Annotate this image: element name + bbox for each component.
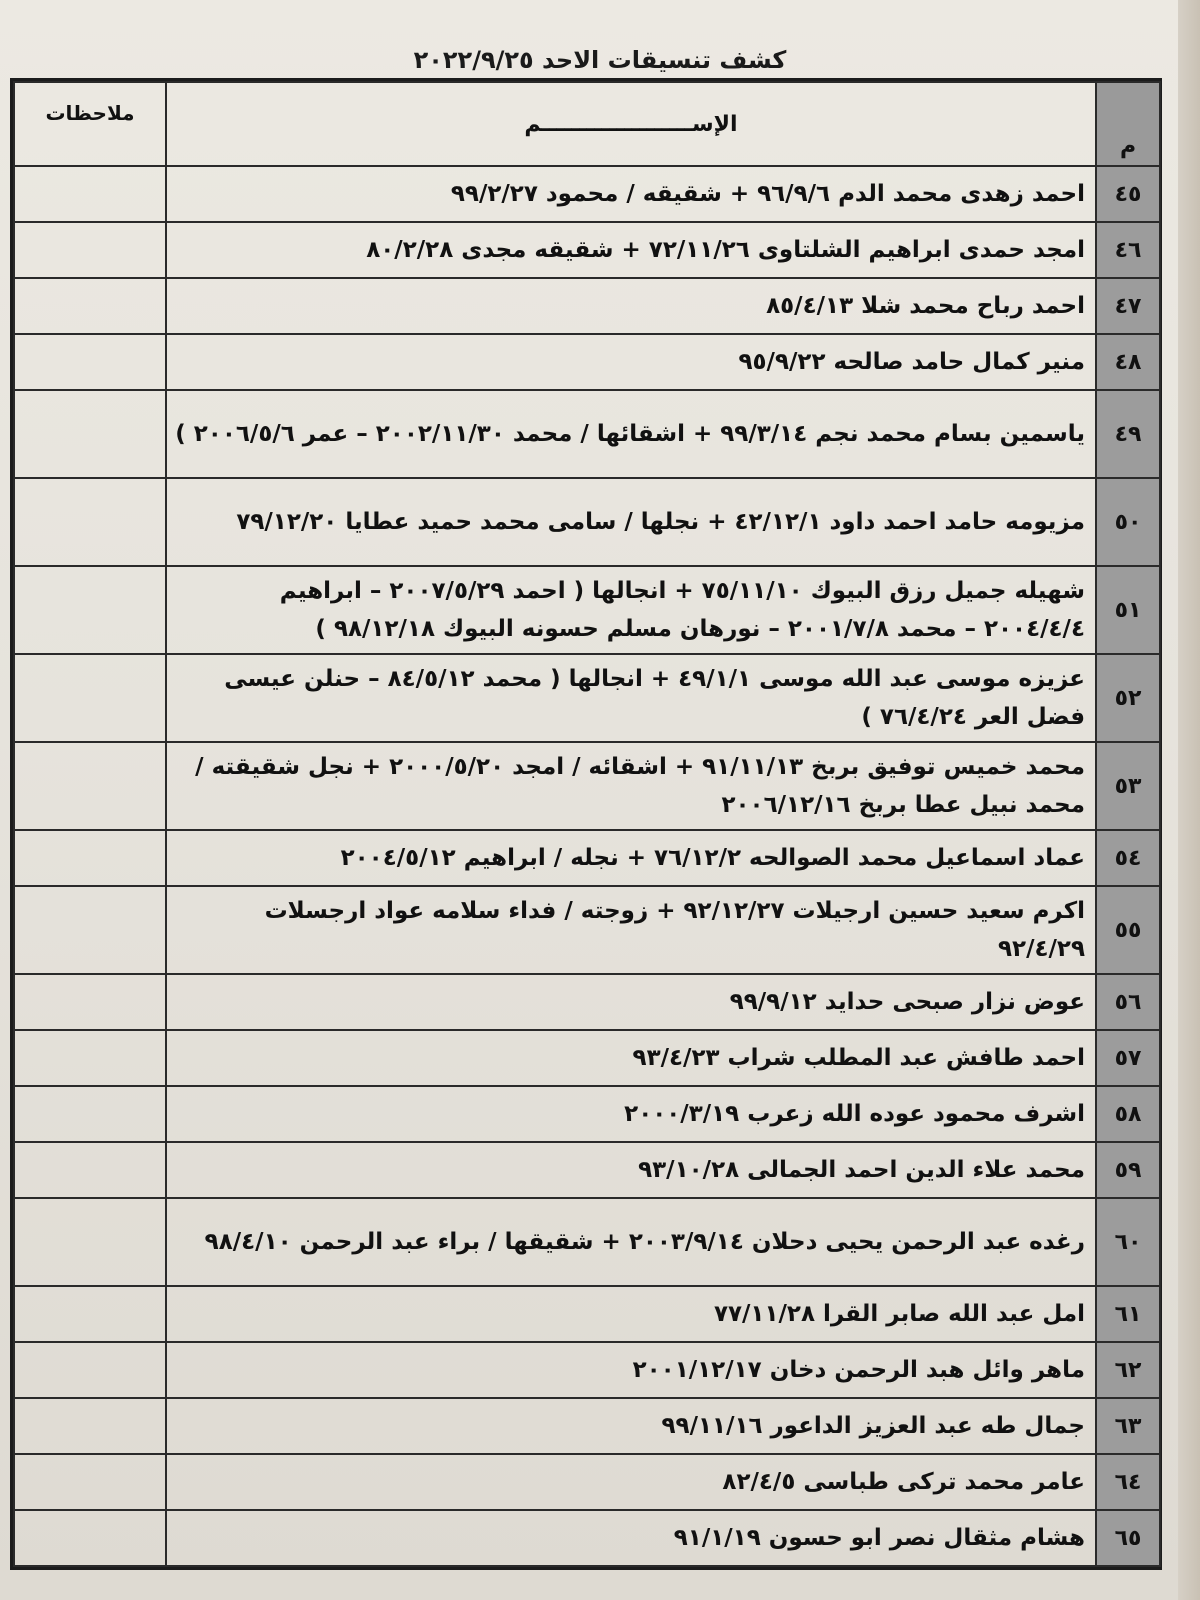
row-name: محمد علاء الدين احمد الجمالى ٩٣/١٠/٢٨: [166, 1142, 1096, 1198]
row-notes: [14, 1398, 166, 1454]
row-name: رغده عبد الرحمن يحيى دحلان ٢٠٠٣/٩/١٤ + شقيقها / براء عبد الرحمن ٩٨/٤/١٠: [166, 1198, 1096, 1286]
row-name: اشرف محمود عوده الله زعرب ٢٠٠٠/٣/١٩: [166, 1086, 1096, 1142]
row-name: منير كمال حامد صالحه ٩٥/٩/٢٢: [166, 334, 1096, 390]
table-row: [14, 478, 1160, 566]
table-row: [14, 334, 1160, 390]
row-name: محمد خميس توفيق بربخ ٩١/١١/١٣ + اشقائه / امجد ٢٠٠٠/٥/٢٠ + نجل شقيقته / محمد نبيل عطا بربخ ٢٠٠٦/١٢/١٦: [166, 742, 1096, 830]
table-row: [14, 1198, 1160, 1286]
row-notes: [14, 166, 166, 222]
row-notes: [14, 566, 166, 654]
row-name: شهيله جميل رزق البيوك ٧٥/١١/١٠ + انجالها ( احمد ٢٠٠٧/٥/٢٩ – ابراهيم ٢٠٠٤/٤/٤ – محمد ٢٠٠١/٧/٨ – نورهان مسلم حسونه البيوك ٩٨/١٢/١٨ ): [166, 566, 1096, 654]
row-notes: [14, 1086, 166, 1142]
row-name: عامر محمد تركى طباسى ٨٢/٤/٥: [166, 1454, 1096, 1510]
row-notes: [14, 886, 166, 974]
header-number: م: [1096, 82, 1160, 166]
row-notes: [14, 390, 166, 478]
row-notes: [14, 742, 166, 830]
table-header-row: [14, 82, 1160, 166]
row-number: ٦٤: [1096, 1454, 1160, 1510]
table-row: [14, 654, 1160, 742]
table-row: [14, 1286, 1160, 1342]
table-row: [14, 886, 1160, 974]
row-number: ٤٩: [1096, 390, 1160, 478]
table-row: [14, 974, 1160, 1030]
row-number: ٥٧: [1096, 1030, 1160, 1086]
table-row: [14, 1510, 1160, 1566]
table-row: [14, 1342, 1160, 1398]
row-notes: [14, 1510, 166, 1566]
row-notes: [14, 278, 166, 334]
row-name: احمد رباح محمد شلا ٨٥/٤/١٣: [166, 278, 1096, 334]
row-number: ٤٧: [1096, 278, 1160, 334]
coordination-table-frame: [10, 78, 1162, 1570]
row-notes: [14, 222, 166, 278]
table-row: [14, 1030, 1160, 1086]
row-number: ٤٥: [1096, 166, 1160, 222]
row-number: ٥٩: [1096, 1142, 1160, 1198]
row-number: ٥٤: [1096, 830, 1160, 886]
row-number: ٦٥: [1096, 1510, 1160, 1566]
row-name: احمد طافش عبد المطلب شراب ٩٣/٤/٢٣: [166, 1030, 1096, 1086]
document-title: كشف تنسيقات الاحد ٢٠٢٢/٩/٢٥: [413, 46, 787, 74]
row-number: ٦٢: [1096, 1342, 1160, 1398]
row-notes: [14, 478, 166, 566]
row-name: احمد زهدى محمد الدم ٩٦/٩/٦ + شقيقه / محمود ٩٩/٢/٢٧: [166, 166, 1096, 222]
row-notes: [14, 1454, 166, 1510]
row-notes: [14, 1142, 166, 1198]
table-row: [14, 742, 1160, 830]
table-row: [14, 222, 1160, 278]
row-number: ٥٣: [1096, 742, 1160, 830]
row-name: امجد حمدى ابراهيم الشلتاوى ٧٢/١١/٢٦ + شقيقه مجدى ٨٠/٢/٢٨: [166, 222, 1096, 278]
row-number: ٥٦: [1096, 974, 1160, 1030]
row-notes: [14, 654, 166, 742]
row-number: ٦١: [1096, 1286, 1160, 1342]
row-number: ٦٣: [1096, 1398, 1160, 1454]
table-row: [14, 830, 1160, 886]
row-notes: [14, 1286, 166, 1342]
row-name: ماهر وائل هبد الرحمن دخان ٢٠٠١/١٢/١٧: [166, 1342, 1096, 1398]
row-number: ٤٨: [1096, 334, 1160, 390]
row-name: عزيزه موسى عبد الله موسى ٤٩/١/١ + انجالها ( محمد ٨٤/٥/١٢ – حنلن عيسى فضل العر ٧٦/٤/٢٤ ): [166, 654, 1096, 742]
row-notes: [14, 334, 166, 390]
row-notes: [14, 974, 166, 1030]
table-row: [14, 566, 1160, 654]
row-name: ياسمين بسام محمد نجم ٩٩/٣/١٤ + اشقائها / محمد ٢٠٠٢/١١/٣٠ – عمر ٢٠٠٦/٥/٦ ): [166, 390, 1096, 478]
header-name: الإســــــــــــــــــــم: [166, 82, 1096, 166]
row-number: ٥٥: [1096, 886, 1160, 974]
row-number: ٥١: [1096, 566, 1160, 654]
row-name: اكرم سعيد حسين ارجيلات ٩٢/١٢/٢٧ + زوجته / فداء سلامه عواد ارجسلات ٩٢/٤/٢٩: [166, 886, 1096, 974]
coordination-table: [13, 81, 1161, 1567]
row-name: عوض نزار صبحى حدايد ٩٩/٩/١٢: [166, 974, 1096, 1030]
header-notes: ملاحظات: [14, 82, 166, 166]
table-row: [14, 166, 1160, 222]
row-notes: [14, 1342, 166, 1398]
row-number: ٤٦: [1096, 222, 1160, 278]
table-row: [14, 1142, 1160, 1198]
table-row: [14, 390, 1160, 478]
table-row: [14, 1086, 1160, 1142]
row-number: ٥٠: [1096, 478, 1160, 566]
row-notes: [14, 1030, 166, 1086]
row-number: ٥٢: [1096, 654, 1160, 742]
row-name: عماد اسماعيل محمد الصوالحه ٧٦/١٢/٢ + نجله / ابراهيم ٢٠٠٤/٥/١٢: [166, 830, 1096, 886]
table-row: [14, 1454, 1160, 1510]
table-row: [14, 278, 1160, 334]
table-row: [14, 1398, 1160, 1454]
row-notes: [14, 830, 166, 886]
row-name: مزيومه حامد احمد داود ٤٢/١٢/١ + نجلها / سامى محمد حميد عطايا ٧٩/١٢/٢٠: [166, 478, 1096, 566]
row-number: ٦٠: [1096, 1198, 1160, 1286]
page-edge-shadow: [1178, 0, 1200, 1600]
row-name: هشام مثقال نصر ابو حسون ٩١/١/١٩: [166, 1510, 1096, 1566]
row-notes: [14, 1198, 166, 1286]
row-name: جمال طه عبد العزيز الداعور ٩٩/١١/١٦: [166, 1398, 1096, 1454]
row-name: امل عبد الله صابر القرا ٧٧/١١/٢٨: [166, 1286, 1096, 1342]
row-number: ٥٨: [1096, 1086, 1160, 1142]
